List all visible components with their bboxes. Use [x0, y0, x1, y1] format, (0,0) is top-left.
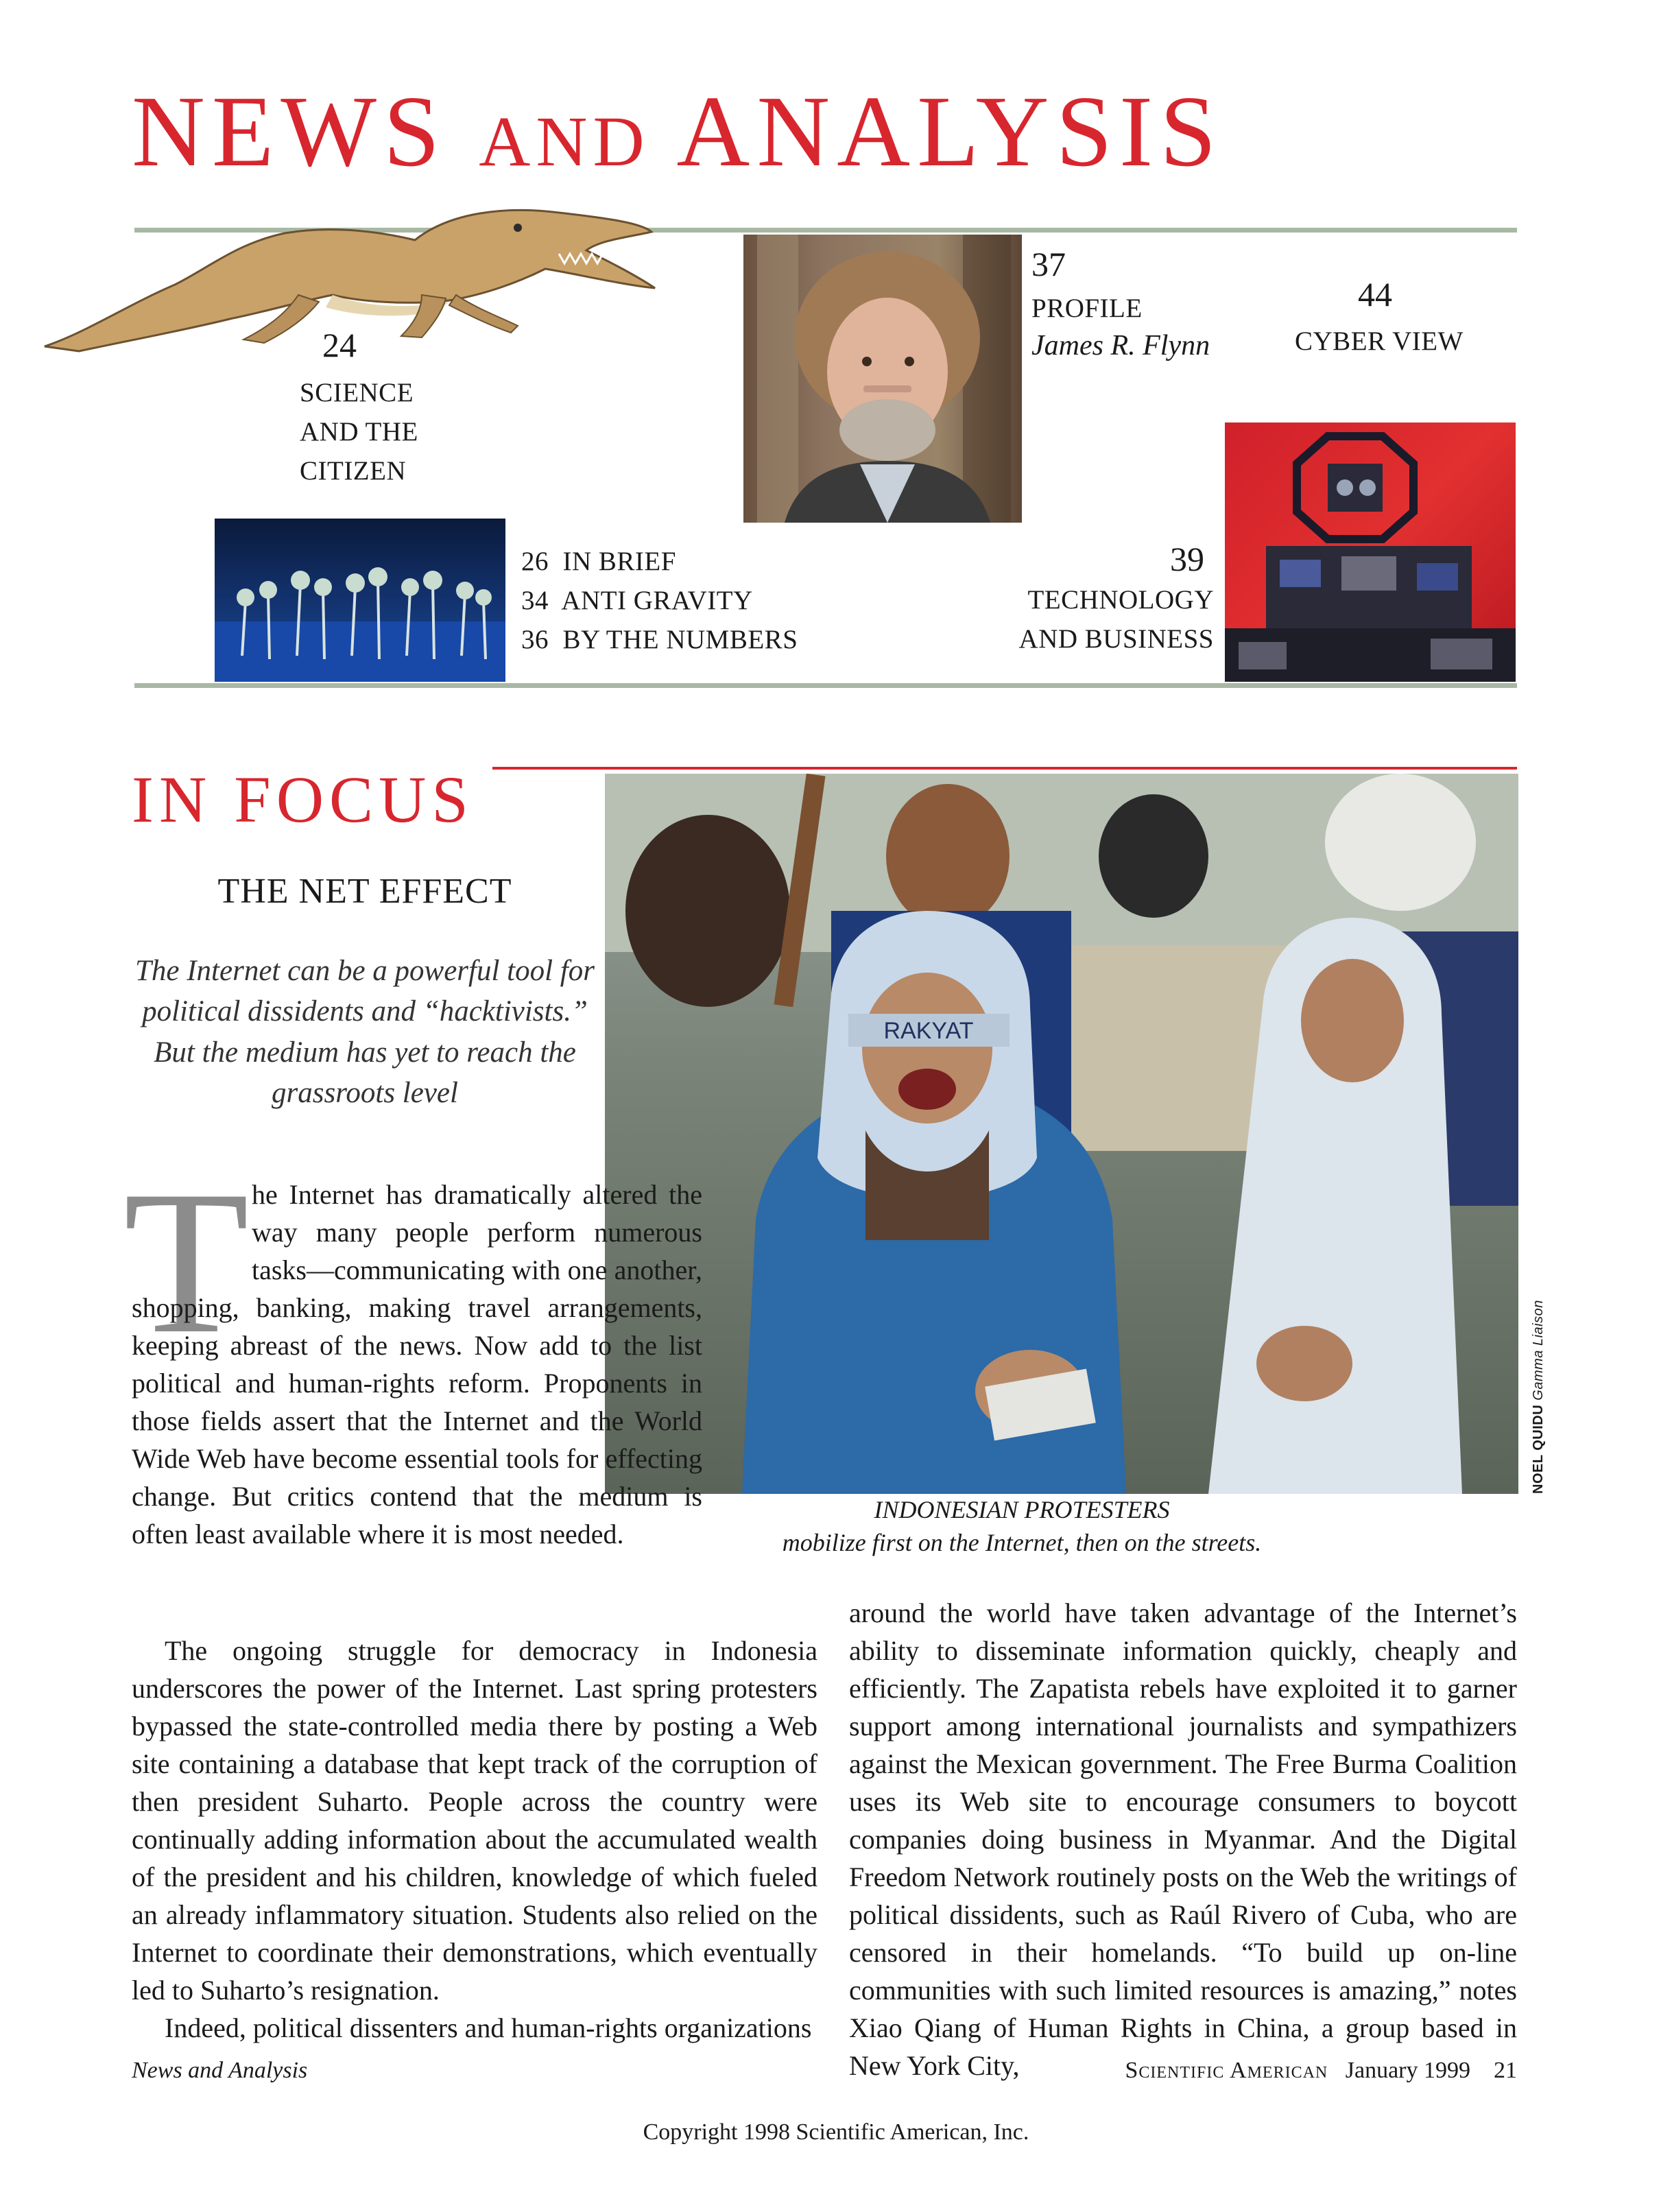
paragraph-col2: around the world have taken advantage of the Internet’s ability to disseminate information quickly, cheaply and efficiently. The Zapatista rebels have exploited it to garner support among international journalists and sympathizers against the Mexican government. The Free Burma Coalition uses its Web site to encourage consumers to boycott companies doing business in Myanmar. And the Digital Freedom Network routinely posts on the Web the writings of political dissidents, such as Raúl Rivero of Cuba, who are censored in their homelands. “To build up on-line communities with such limited resources is amazing,” notes Xiao Qiang of Human Rights in China, a group based in New York City, [849, 1597, 1517, 2081]
photo-caption [754, 1494, 1289, 1560]
toc-cyber-label: CYBER VIEW [1295, 326, 1464, 356]
photo-credit [1531, 1300, 1546, 1494]
drop-cap-space [132, 1176, 252, 1289]
section-masthead [132, 75, 1223, 188]
in-focus-label: IN FOCUS [132, 763, 474, 836]
article-column-left-lower [132, 1632, 817, 2047]
toc-tech-label [974, 580, 1214, 658]
toc-science-line1: SCIENCE [300, 378, 414, 407]
footer-folio [1052, 2058, 1517, 2084]
toc-tech-line1: TECHNOLOGY [1027, 585, 1214, 615]
masthead-word-and: AND [479, 102, 650, 181]
toc-profile-label: PROFILE [1031, 294, 1143, 323]
fungi-photo [215, 519, 505, 682]
toc-short-item: 26 IN BRIEF [521, 547, 676, 576]
toc-tech-line2: AND BUSINESS [1018, 624, 1214, 654]
toc-shorts-list [521, 542, 798, 659]
paragraph-2: The ongoing struggle for democracy in Indonesia underscores the power of the Internet. Last spring protesters bypassed the state-controlled media there by posting a Web site containing a database that kept track of the corruption of then president Suharto. People across the country were continually adding information about the accumulated wealth of the president and his children, knowledge of which fueled an already inflammatory situation. Students also relied on the Internet to coordinate their demonstrations, which eventually led to Suharto’s resignation. [132, 1635, 817, 2006]
copyright-notice: Copyright 1998 Scientific American, Inc. [643, 2119, 1029, 2145]
caption-title: INDONESIAN PROTESTERS [874, 1496, 1170, 1523]
photo-credit-name: NOEL QUIDU [1531, 1404, 1546, 1494]
masthead-word-news: NEWS [132, 75, 447, 188]
photo-wrap-space [702, 1176, 817, 1594]
toc-short-item: 34 ANTI GRAVITY [521, 586, 753, 615]
footer-magazine: Scientific American [1125, 2058, 1328, 2083]
protest-sign-text: RAKYAT [883, 1018, 974, 1044]
photo-credit-agency: Gamma Liaison [1531, 1300, 1546, 1401]
toc-science-number: 24 [322, 326, 357, 364]
profile-portrait-photo [743, 235, 1022, 523]
article-column-left [132, 1176, 817, 1594]
robot-photo [1225, 423, 1516, 682]
footer-page-number: 21 [1494, 2058, 1517, 2083]
toc-science-line2: AND THE [300, 417, 418, 447]
toc-profile-name: James R. Flynn [1031, 330, 1210, 361]
toc-science-label [300, 373, 418, 490]
footer-date: January 1999 [1345, 2058, 1470, 2083]
lead-paragraph: he Internet has dramatically altered the way many people perform numerous tasks—communicating with one another, shopping, banking, making travel arrangements, keeping abreast of the news. Now add to the list political and human-rights reform. Proponents in those fields assert that the Internet and the World Wide Web have become essential tools for effecting change. But critics contend that the medium is often least available where it is most needed. [132, 1179, 702, 1549]
caption-text: mobilize first on the Internet, then on the streets. [782, 1528, 1262, 1556]
footer-section-name: News and Analysis [132, 2058, 308, 2083]
bottom-rule [134, 683, 1517, 688]
toc-cyber-number: 44 [1358, 275, 1392, 313]
drop-cap: T [123, 1148, 250, 1376]
article-title: THE NET EFFECT [217, 872, 512, 911]
toc-short-item: 36 BY THE NUMBERS [521, 625, 798, 654]
article-column-right [849, 1594, 1517, 2084]
toc-profile-number: 37 [1031, 245, 1066, 283]
in-focus-rule [492, 767, 1517, 770]
article-dek: The Internet can be a powerful tool for political dissidents and “hacktivists.” But the medium has yet to reach the grassroots level [134, 955, 595, 1109]
toc-tech-number: 39 [1170, 540, 1204, 578]
masthead-word-analysis: ANALYSIS [676, 75, 1223, 188]
paragraph-3: Indeed, political dissenters and human-rights organizations [165, 2012, 812, 2043]
toc-science-line3: CITIZEN [300, 456, 407, 486]
